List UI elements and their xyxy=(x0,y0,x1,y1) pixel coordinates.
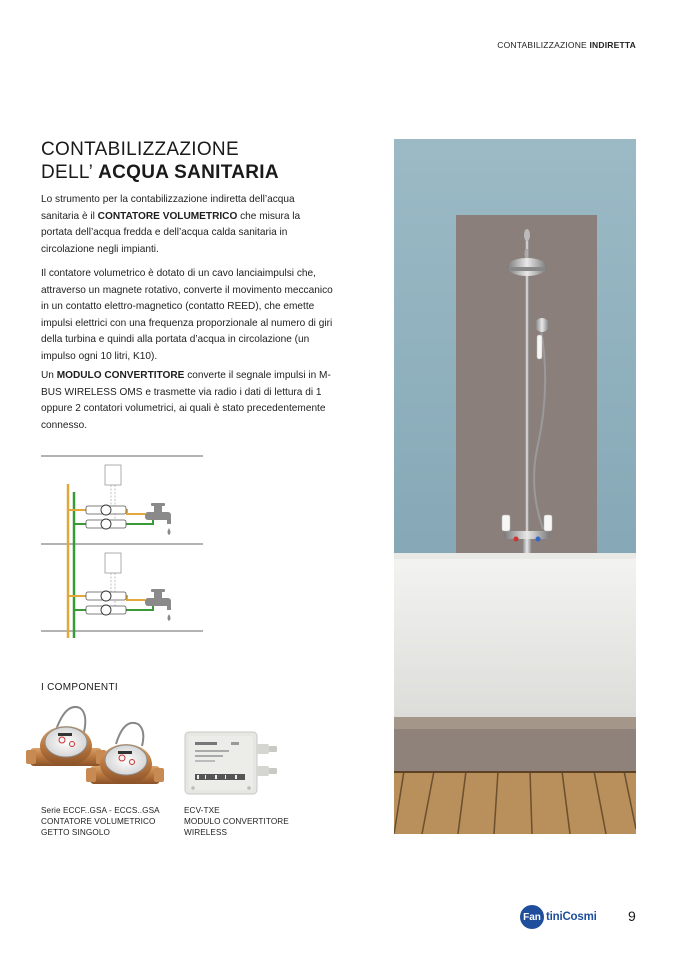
caption-line: ECV-TXE xyxy=(184,806,220,815)
page-title-line1: CONTABILIZZAZIONE xyxy=(41,139,239,160)
installation-diagram xyxy=(41,448,205,643)
page-title-line2-light: DELL’ xyxy=(41,162,93,183)
page-number: 9 xyxy=(628,908,636,924)
lower-floor-installation xyxy=(68,553,171,621)
section-header-bold: INDIRETTA xyxy=(589,40,636,50)
paragraph-converter-text-a: Un xyxy=(41,370,57,381)
section-header xyxy=(497,40,636,50)
cold-meter-icon xyxy=(86,519,126,529)
components-title: I COMPONENTI xyxy=(41,682,118,693)
caption-line: GETTO SINGOLO xyxy=(41,828,110,837)
caption-line: MODULO CONVERTITORE xyxy=(184,817,289,826)
caption-water-meter xyxy=(41,805,160,838)
converter-module-icon xyxy=(105,553,121,573)
logo-text: tiniCosmi xyxy=(546,911,597,923)
caption-line: Serie ECCF..GSA - ECCS..GSA xyxy=(41,806,160,815)
paragraph-meter: Il contatore volumetrico è dotato di un cavo lanciaimpulsi che, attraverso un magnete rotativo, converte il movimento meccanico in un contatto elettro-magnetico (contatto REED), che emette impulsi elettrici con una frequenza proporzionale al numero di giri della turbina e quindi alla portata d’acqua in circolazione (un impulso ogni 10 litri, K10). xyxy=(41,268,333,362)
cold-meter-icon xyxy=(86,605,126,615)
page-title-line2 xyxy=(41,161,279,184)
water-meter-icon xyxy=(26,707,106,766)
paragraph-intro-text-a: Lo strumento per la contabilizzazione indiretta dell’acqua sanitaria è il xyxy=(41,194,295,222)
page-title-line2-bold: ACQUA SANITARIA xyxy=(98,162,279,183)
hot-meter-icon xyxy=(86,591,126,601)
paragraph-converter-bold: MODULO CONVERTITORE xyxy=(56,370,185,381)
converter-module-photo xyxy=(181,726,281,798)
converter-module-icon xyxy=(105,465,121,485)
logo-badge: Fan xyxy=(520,905,544,929)
shower-photo xyxy=(394,139,636,834)
caption-converter-module xyxy=(184,805,289,838)
caption-line: CONTATORE VOLUMETRICO xyxy=(41,817,156,826)
paragraph-intro xyxy=(41,192,333,258)
upper-floor-installation xyxy=(68,465,171,535)
water-meters-photo xyxy=(26,700,166,794)
hot-meter-icon xyxy=(86,505,126,515)
paragraph-converter xyxy=(41,368,333,434)
hot-handle-icon xyxy=(502,515,510,531)
faucet-icon xyxy=(145,589,171,621)
caption-line: WIRELESS xyxy=(184,828,228,837)
cold-handle-icon xyxy=(544,515,552,531)
page-title xyxy=(41,138,279,184)
fantinicosmi-logo xyxy=(520,905,597,929)
bathtub xyxy=(394,557,636,717)
paragraph-intro-text-b: che misura la portata dell’acqua fredda e dell’acqua calda sanitaria in circolazione negli impianti. xyxy=(41,210,301,255)
paragraph-converter-text-b: converte il segnale impulsi in M-BUS WIRELESS OMS e trasmette via radio i dati di lettura di 1 oppure 2 contatori volumetrici, ai quali è stato precedentemente connesso. xyxy=(41,370,331,431)
section-header-light: CONTABILIZZAZIONE xyxy=(497,40,587,50)
paragraph-intro-bold: CONTATORE VOLUMETRICO xyxy=(97,210,238,222)
faucet-icon xyxy=(145,503,171,535)
hand-shower-icon xyxy=(535,318,549,332)
